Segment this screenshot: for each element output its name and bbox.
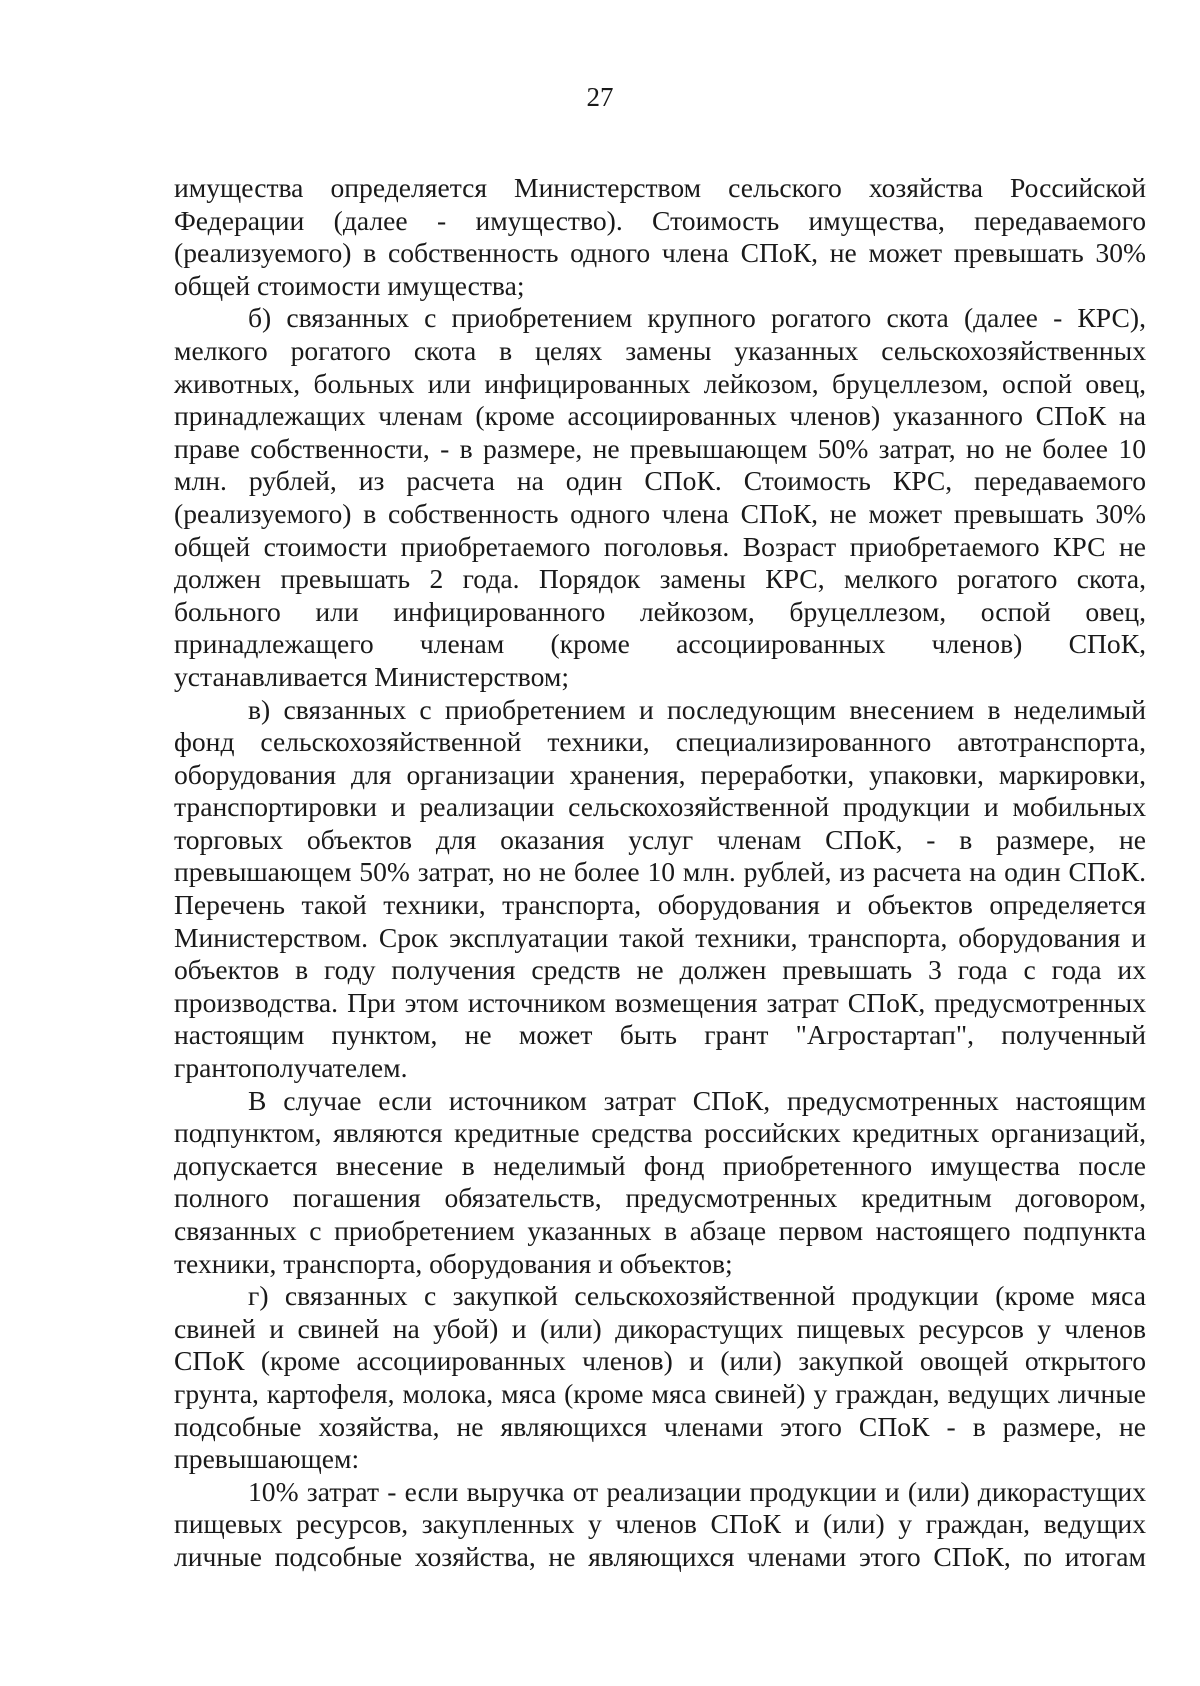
paragraph-property-continuation: имущества определяется Министерством сельского хозяйства Российской Федерации (далее - имущество). Стоимость имущества, передаваемого (реализуемого) в собственность одного члена СПоК, не может превышать 30% общей стоимости имущества;	[174, 172, 1146, 301]
paragraph-item-g: г) связанных с закупкой сельскохозяйственной продукции (кроме мяса свиней и свиней на убой) и (или) дикорастущих пищевых ресурсов у членов СПоК (кроме ассоциированных членов) и (или) закупкой овощей открытого грунта, картофеля, молока, мяса (кроме мяса свиней) у граждан, ведущих личные подсобные хозяйства, не являющихся членами этого СПоК - в размере, не превышающем:	[174, 1280, 1146, 1475]
paragraph-credit-case: В случае если источником затрат СПоК, предусмотренных настоящим подпунктом, являются кредитные средства российских кредитных организаций, допускается внесение в неделимый фонд приобретенного имущества после полного погашения обязательств, предусмотренных кредитным договором, связанных с приобретением указанных в абзаце первом настоящего подпункта техники, транспорта, оборудования и объектов;	[174, 1084, 1146, 1279]
paragraph-item-v: в) связанных с приобретением и последующим внесением в неделимый фонд сельскохозяйственной техники, специализированного автотранспорта, оборудования для организации хранения, переработки, упаковки, маркировки, транспортировки и реализации сельскохозяйственной продукции и мобильных торговых объектов для оказания услуг членам СПоК, - в размере, не превышающем 50% затрат, но не более 10 млн. рублей, из расчета на один СПоК. Перечень такой техники, транспорта, оборудования и объектов определяется Министерством. Срок эксплуатации такой техники, транспорта, оборудования и объектов в году получения средств не должен превышать 3 года с года их производства. При этом источником возмещения затрат СПоК, предусмотренных настоящим пунктом, не может быть грант "Агростартап", полученный грантополучателем.	[174, 693, 1146, 1084]
document-body	[174, 172, 1146, 1574]
page-number: 27	[586, 82, 614, 112]
paragraph-ten-percent: 10% затрат - если выручка от реализации продукции и (или) дикорастущих пищевых ресурсов, закупленных у членов СПоК и (или) у граждан, ведущих личные подсобные хозяйства, не являющихся членами этого СПоК, по итогам	[174, 1475, 1146, 1572]
paragraph-item-b: б) связанных с приобретением крупного рогатого скота (далее - КРС), мелкого рогатого скота в целях замены указанных сельскохозяйственных животных, больных или инфицированных лейкозом, бруцеллезом, оспой овец, принадлежащих членам (кроме ассоциированных членов) указанного СПоК на праве собственности, - в размере, не превышающем 50% затрат, но не более 10 млн. рублей, из расчета на один СПоК. Стоимость КРС, передаваемого (реализуемого) в собственность одного члена СПоК, не может превышать 30% общей стоимости приобретаемого поголовья. Возраст приобретаемого КРС не должен превышать 2 года. Порядок замены КРС, мелкого рогатого скота, больного или инфицированного лейкозом, бруцеллезом, оспой овец, принадлежащего членам (кроме ассоциированных членов) СПоК, устанавливается Министерством;	[174, 302, 1146, 692]
